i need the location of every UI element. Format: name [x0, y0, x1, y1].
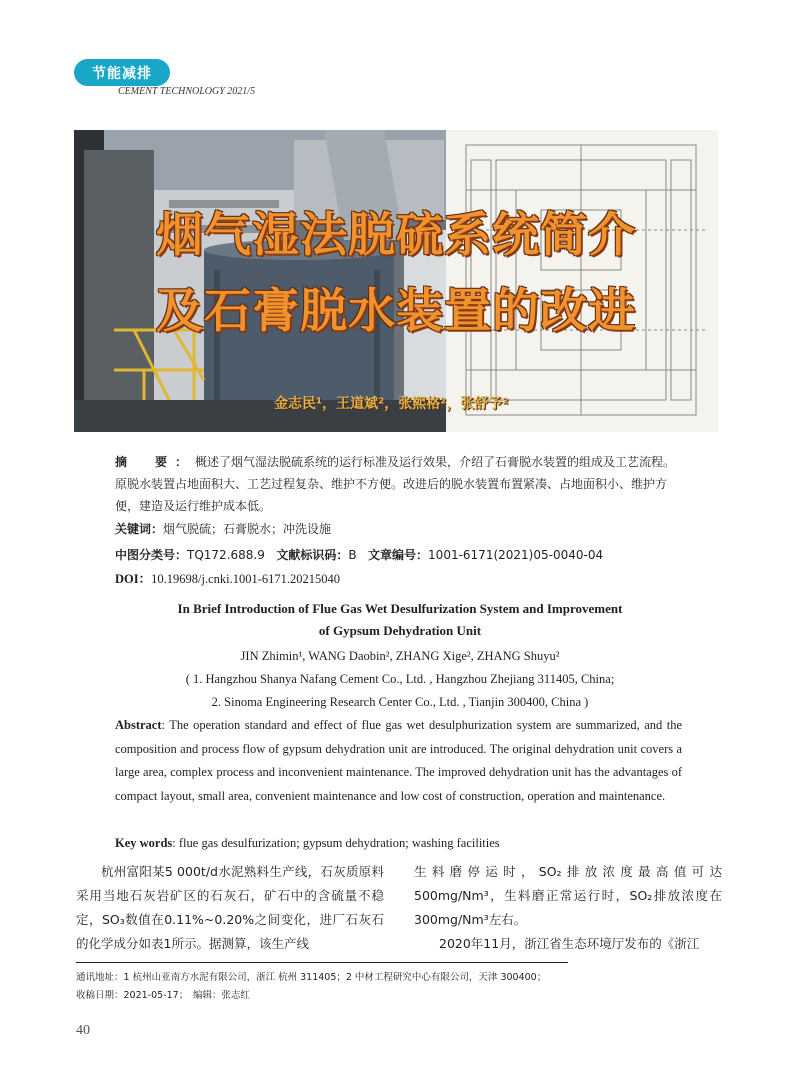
class-label: 中图分类号：: [115, 548, 188, 562]
en-affiliation-1: ( 1. Hangzhou Shanya Nafang Cement Co., Ltd. , Hangzhou Zhejiang 311405, China;: [185, 672, 615, 686]
class-value: TQ172.688.9: [187, 548, 265, 562]
doi-value: 10.19698/j.cnki.1001-6171.20215040: [151, 572, 341, 586]
hero-banner: [74, 130, 718, 432]
cn-authors: 金志民¹，王道斌²，张熙格²，张舒予²: [274, 396, 509, 412]
footnote-address: 通讯地址：1 杭州山亚南方水泥有限公司，浙江 杭州 311405；2 中材工程研究中心有限公司，天津 300400；: [76, 972, 547, 983]
page-number: 40: [76, 1023, 90, 1038]
cn-abstract: [115, 451, 685, 517]
body-paragraph: 杭州富阳某5 000t/d水泥熟料生产线，石灰质原料采用当地石灰岩矿区的石灰石，矿石中的含硫量不稳定，SO₃数值在0.11%~0.20%之间变化，进厂石灰石的化学成分如表1所示。据测算，该生产线: [76, 864, 384, 951]
doi: [115, 568, 685, 590]
cn-keywords: [115, 518, 685, 540]
body-column-left: [76, 860, 384, 956]
doccode-label: 文献标识码：: [276, 548, 349, 562]
cn-keywords-text: 烟气脱硫；石膏脱水；冲洗设施: [163, 522, 332, 536]
body-paragraph: 2020年11月，浙江省生态环境厅发布的《浙江: [439, 936, 700, 951]
en-affiliation-2: 2. Sinoma Engineering Research Center Co., Ltd. , Tianjin 300400, China ): [211, 695, 589, 709]
doccode-value: B: [348, 548, 357, 562]
cn-keywords-label: 关键词：: [115, 522, 164, 536]
body-paragraph: 生料磨停运时，SO₂排放浓度最高值可达500mg/Nm³，生料磨正常运行时，SO₂排放浓度在300mg/Nm³左右。: [414, 864, 722, 927]
en-keywords: [115, 832, 685, 854]
artno-value: 1001-6171(2021)05-0040-04: [428, 548, 604, 562]
cn-abstract-text: 概述了烟气湿法脱硫系统的运行标准及运行效果，介绍了石膏脱水装置的组成及工艺流程。原脱水装置占地面积大、工艺过程复杂、维护不方便。改进后的脱水装置布置紧凑、占地面积小、维护方便，建造及运行维护成本低。: [115, 455, 676, 513]
en-title-line1: In Brief Introduction of Flue Gas Wet Desulfurization System and Improvement: [177, 601, 623, 616]
en-abstract: [115, 714, 682, 808]
cn-title-line1: 烟气湿法脱硫系统简介: [156, 208, 636, 263]
en-authors: JIN Zhimin¹, WANG Daobin², ZHANG Xige², ZHANG Shuyu²: [240, 649, 560, 663]
en-keywords-label: Key words: [115, 836, 173, 850]
footnote-received: 收稿日期：2021-05-17； 编辑：张志红: [76, 990, 250, 1001]
cn-title-line2: 及石膏脱水装置的改进: [156, 284, 636, 339]
en-abstract-label: Abstract: [115, 718, 162, 732]
cn-classification: [115, 544, 685, 566]
section-tag: 节能减排: [74, 59, 170, 86]
en-title-line2: of Gypsum Dehydration Unit: [318, 623, 482, 638]
en-abstract-text: : The operation standard and effect of flue gas wet desulphurization system are summarized, and the composition and process flow of gypsum dehydration unit are introduced. The original dehydration unit covers a large area, complex process and inconvenient maintenance. The improved dehydration unit has the advantages of compact layout, small area, convenient maintenance and low cost of construction, operation and maintenance.: [115, 718, 682, 803]
footnote-divider: [76, 962, 568, 963]
artno-label: 文章编号：: [368, 548, 429, 562]
en-keywords-text: : flue gas desulfurization; gypsum dehydration; washing facilities: [172, 836, 500, 850]
body-column-right: [414, 860, 722, 956]
journal-name: CEMENT TECHNOLOGY 2021/5: [118, 86, 256, 97]
doi-label: DOI：: [115, 572, 152, 586]
cn-abstract-label: 摘 要：: [115, 455, 196, 469]
